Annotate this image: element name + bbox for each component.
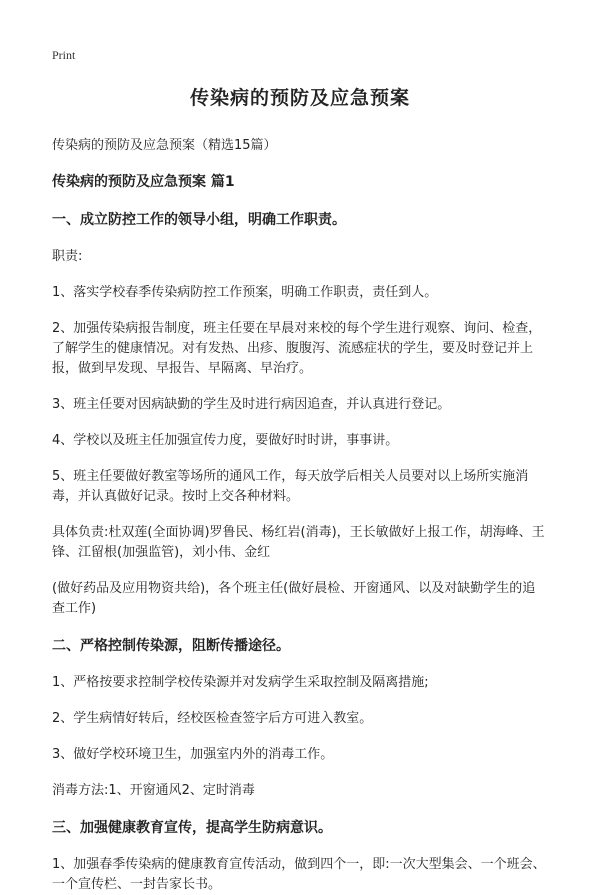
responsible-persons: 具体负责:杜双莲(全面协调)罗鲁民、杨红岩(消毒)，王长敏做好上报工作，胡海峰、王锋、江留根(加强监管)，刘小伟、金红 — [52, 525, 545, 560]
paragraph-item: 1、加强春季传染病的健康教育宣传活动，做到四个一，即:一次大型集会、一个班会、一个宣传栏、一封告家长书。 — [52, 857, 546, 892]
paragraph-item: 1、落实学校春季传染病防控工作预案，明确工作职责，责任到人。 — [52, 285, 438, 300]
section-heading-1: 一、成立防控工作的领导小组，明确工作职责。 — [52, 212, 346, 228]
paragraph-item: 2、学生病情好转后，经校医检查签字后方可进入教室。 — [52, 711, 373, 726]
duty-label: 职责: — [52, 249, 83, 264]
disinfection-method: 消毒方法:1、开窗通风2、定时消毒 — [52, 783, 255, 798]
section-heading-3: 三、加强健康教育宣传，提高学生防病意识。 — [52, 820, 332, 836]
print-label: Print — [52, 48, 76, 62]
paragraph-item: 5、班主任要做好教室等场所的通风工作，每天放学后相关人员要对以上场所实施消毒，并认真做好记录。按时上交各种材料。 — [52, 469, 529, 504]
paragraph-item: 1、严格按要求控制学校传染源并对发病学生采取控制及隔离措施; — [52, 675, 429, 690]
paragraph-item: 3、班主任要对因病缺勤的学生及时进行病因追查，并认真进行登记。 — [52, 397, 451, 412]
paragraph-item: 2、加强传染病报告制度，班主任要在早晨对来校的每个学生进行观察、询问、检查，了解学生的健康情况。对有发热、出疹、腹腹泻、流感症状的学生，要及时登记并上报，做到早发现、早报告、早隔离、早治疗。 — [52, 321, 542, 376]
responsible-persons-continued: (做好药品及应用物资共给)，各个班主任(做好晨检、开窗通风、以及对缺勤学生的追查工作) — [52, 581, 536, 616]
paragraph-item: 3、做好学校环境卫生，加强室内外的消毒工作。 — [52, 747, 334, 762]
document-subtitle: 传染病的预防及应急预案（精选15篇） — [52, 138, 277, 153]
section-heading-2: 二、严格控制传染源，阻断传播途径。 — [52, 638, 290, 654]
paragraph-item: 4、学校以及班主任加强宣传力度，要做好时时讲，事事讲。 — [52, 433, 399, 448]
chapter-heading: 传染病的预防及应急预案 篇1 — [52, 174, 235, 190]
document-title: 传染病的预防及应急预案 — [189, 87, 410, 109]
